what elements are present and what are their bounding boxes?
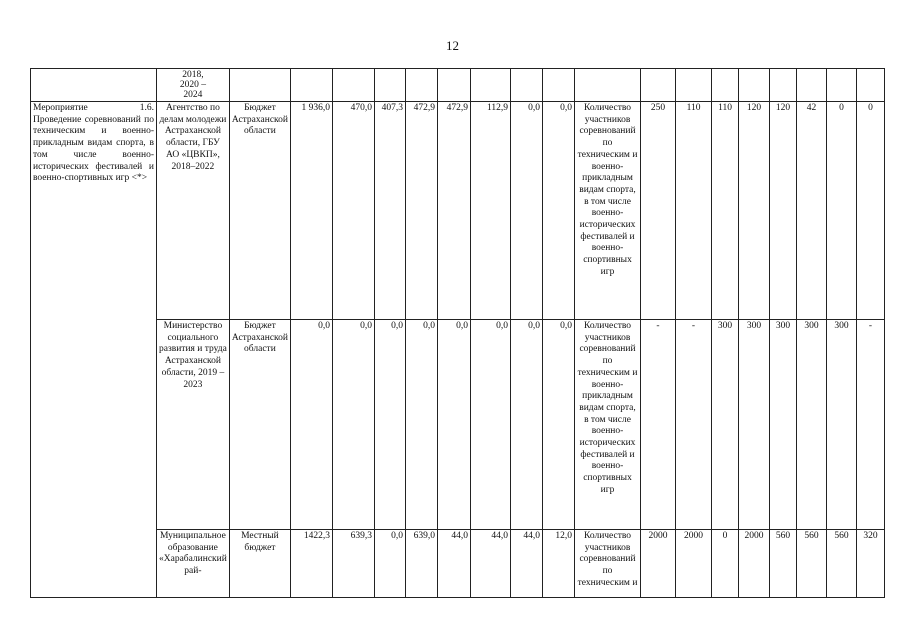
executor-cell: Агентство по делам молодежи Астраханской области, ГБУ АО «ЦВКП», 2018–2022 <box>157 102 230 320</box>
value-cell: 300 <box>827 320 857 530</box>
finance-cell: 472,9 <box>438 102 471 320</box>
indicator-cell: Количество участников соревнований по техническим и военно-прикладным видам спорта, в том числе военно-исторических фестивалей и военно-спортивных игр <box>575 102 641 320</box>
value-cell: 560 <box>827 530 857 598</box>
finance-cell: 112,9 <box>471 102 511 320</box>
source-cell: Бюджет Астраханской области <box>229 320 290 530</box>
executor-cell: Министерство социального развития и труда Астраханской области, 2019 – 2023 <box>157 320 230 530</box>
finance-cell: 0,0 <box>511 102 543 320</box>
finance-total-cell: 1 936,0 <box>291 102 333 320</box>
value-cell: 560 <box>797 530 827 598</box>
finance-cell: 0,0 <box>471 320 511 530</box>
finance-cell: 44,0 <box>438 530 471 598</box>
value-cell: 0 <box>827 102 857 320</box>
value-cell: - <box>857 320 885 530</box>
value-cell: 560 <box>770 530 797 598</box>
value-cell: - <box>641 320 676 530</box>
finance-cell: 44,0 <box>471 530 511 598</box>
source-cell: Бюджет Астраханской области <box>229 102 290 320</box>
finance-cell: 0,0 <box>511 320 543 530</box>
value-cell: 300 <box>739 320 770 530</box>
finance-cell: 0,0 <box>406 320 438 530</box>
value-cell: 250 <box>641 102 676 320</box>
measure-cell-empty <box>31 69 157 102</box>
finance-cell: 0,0 <box>375 530 406 598</box>
value-cell: 2000 <box>676 530 712 598</box>
indicator-cell: Количество участников соревнований по техническим и военно-прикладным видам спорта, в том числе военно-исторических фестивалей и военно-спортивных игр <box>575 320 641 530</box>
finance-cell: 44,0 <box>511 530 543 598</box>
executor-cell: Муниципальное образование «Харабалинский рай- <box>157 530 230 598</box>
finance-total-cell: 1422,3 <box>291 530 333 598</box>
finance-total-cell: 0,0 <box>291 320 333 530</box>
executor-cell: 2018, 2020 – 2024 <box>157 69 230 102</box>
table-row <box>31 530 885 598</box>
finance-cell: 639,0 <box>406 530 438 598</box>
value-cell: 120 <box>739 102 770 320</box>
value-cell: 42 <box>797 102 827 320</box>
finance-cell: 0,0 <box>333 320 375 530</box>
value-cell: 110 <box>712 102 739 320</box>
value-cell: 300 <box>712 320 739 530</box>
value-cell: 300 <box>797 320 827 530</box>
finance-cell: 12,0 <box>543 530 575 598</box>
continuation-row <box>31 69 885 102</box>
table-row <box>31 320 885 530</box>
finance-cell: 0,0 <box>543 320 575 530</box>
value-cell: 2000 <box>739 530 770 598</box>
value-cell: 2000 <box>641 530 676 598</box>
source-cell: Местный бюджет <box>229 530 290 598</box>
value-cell: 300 <box>770 320 797 530</box>
finance-cell: 639,3 <box>333 530 375 598</box>
finance-cell: 0,0 <box>375 320 406 530</box>
finance-cell: 472,9 <box>406 102 438 320</box>
value-cell: 0 <box>857 102 885 320</box>
finance-cell: 470,0 <box>333 102 375 320</box>
value-cell: 320 <box>857 530 885 598</box>
measure-cell: Мероприятие 1.6. Проведение соревнований по техническим и военно-прикладным видам спорта, в том числе военно-исторических фестивалей и военно-спортивных игр <*> <box>31 102 157 598</box>
value-cell: - <box>676 320 712 530</box>
value-cell: 0 <box>712 530 739 598</box>
value-cell: 110 <box>676 102 712 320</box>
table-row <box>31 102 885 320</box>
finance-cell: 0,0 <box>543 102 575 320</box>
finance-cell: 407,3 <box>375 102 406 320</box>
finance-cell: 0,0 <box>438 320 471 530</box>
indicator-cell: Количество участников соревнований по техническим и <box>575 530 641 598</box>
program-table <box>30 68 885 598</box>
value-cell: 120 <box>770 102 797 320</box>
page-number: 12 <box>446 38 459 53</box>
